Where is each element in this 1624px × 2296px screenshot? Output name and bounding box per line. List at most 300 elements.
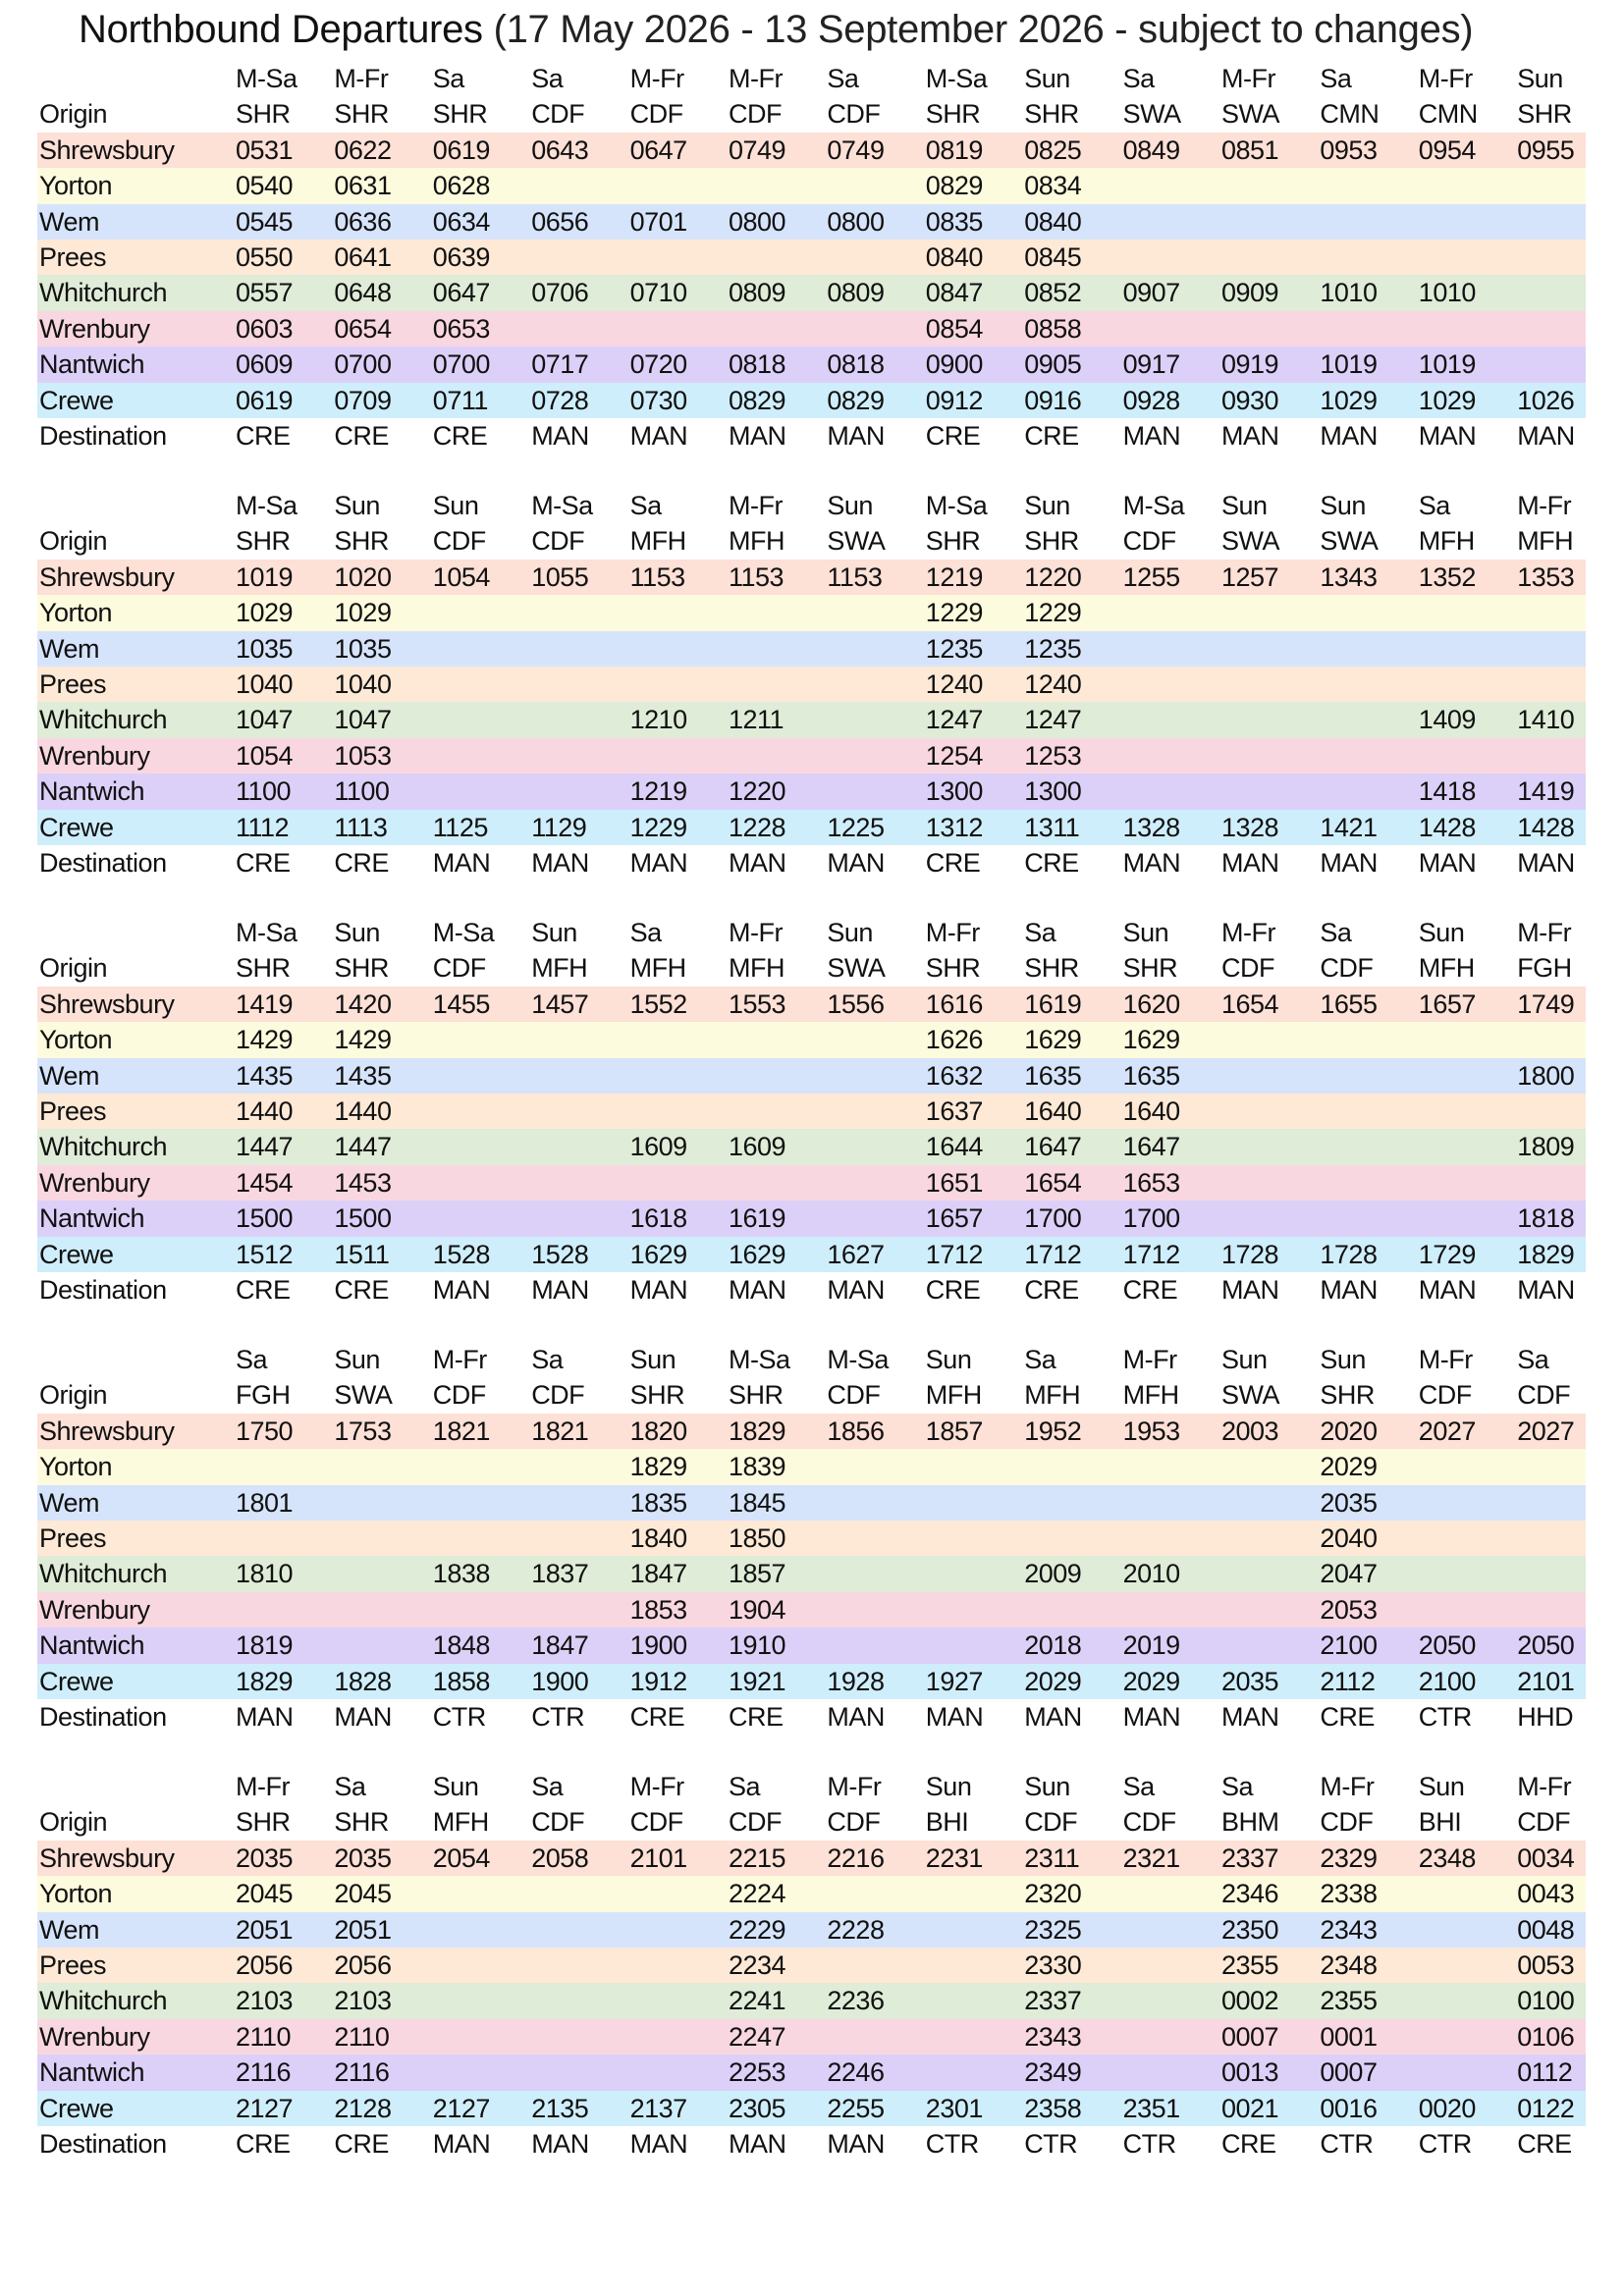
station-row-whitchurch	[37, 1556, 1586, 1591]
departure-time: 1010	[1418, 278, 1476, 308]
departure-time: 1838	[432, 1559, 490, 1589]
departure-time: 1500	[236, 1203, 294, 1234]
origin-code: SHR	[629, 1380, 685, 1411]
departure-time: 0609	[236, 349, 294, 380]
departure-time: 1247	[1024, 705, 1082, 735]
day-code: M-Sa	[1122, 491, 1185, 520]
departure-time: 0730	[629, 385, 687, 415]
departure-time: 1026	[1517, 385, 1575, 415]
destination-row	[37, 1272, 1586, 1308]
departure-time: 0654	[334, 313, 392, 344]
origin-code: SHR	[1024, 526, 1079, 557]
departure-time: 1553	[729, 988, 786, 1019]
station-name: Prees	[39, 1523, 107, 1553]
departure-time: 2329	[1320, 1842, 1378, 1873]
departure-time: 1020	[334, 561, 392, 592]
departure-time: 0851	[1221, 134, 1279, 165]
origin-code: SHR	[1517, 99, 1572, 130]
destination-code: CRE	[432, 421, 488, 451]
departure-time: 1253	[1024, 740, 1082, 771]
departure-time: 1528	[432, 1239, 490, 1269]
departure-time: 0100	[1517, 1986, 1575, 2016]
destination-code: MAN	[531, 2129, 589, 2159]
departure-time: 1240	[1024, 669, 1082, 699]
day-code: Sun	[1517, 64, 1563, 93]
departure-time: 1511	[334, 1239, 390, 1269]
departure-time: 0648	[334, 278, 392, 308]
destination-code: MAN	[827, 421, 885, 451]
destination-code: CRE	[236, 421, 291, 451]
departure-time: 1257	[1221, 561, 1279, 592]
days-row	[37, 1342, 1586, 1377]
departure-time: 0900	[925, 349, 983, 380]
day-code: M-Sa	[925, 64, 988, 93]
origin-code: CDF	[629, 99, 683, 130]
departure-time: 2301	[925, 2093, 983, 2123]
station-name: Wem	[39, 1060, 100, 1091]
departure-time: 0643	[531, 134, 589, 165]
departure-time: 1300	[1024, 776, 1082, 807]
departure-time: 2110	[236, 2021, 292, 2052]
departure-time: 2035	[1221, 1666, 1279, 1696]
departure-time: 1500	[334, 1203, 392, 1234]
departure-time: 2020	[1320, 1415, 1378, 1446]
departure-time: 1821	[432, 1415, 490, 1446]
departure-time: 0818	[827, 349, 885, 380]
origin-code: MFH	[432, 1807, 489, 1838]
station-row-yorton	[37, 595, 1586, 630]
station-name: Wem	[39, 1914, 100, 1945]
departure-time: 2053	[1320, 1594, 1378, 1625]
departure-time: 1900	[629, 1630, 687, 1661]
departure-time: 0647	[629, 134, 687, 165]
departure-time: 0930	[1221, 385, 1279, 415]
station-row-whitchurch	[37, 1129, 1586, 1164]
station-row-yorton	[37, 1876, 1586, 1911]
departure-time: 0013	[1221, 2057, 1279, 2088]
day-code: Sa	[1517, 1345, 1549, 1374]
station-name: Whitchurch	[39, 278, 168, 308]
departure-time: 1858	[432, 1666, 490, 1696]
departure-time: 1125	[432, 812, 488, 842]
day-code: M-Fr	[1517, 918, 1572, 947]
origin-code: CDF	[1122, 526, 1176, 557]
departure-time: 1328	[1122, 812, 1180, 842]
departure-time: 1556	[827, 988, 885, 1019]
departure-time: 1629	[1024, 1025, 1082, 1055]
departure-time: 2035	[236, 1842, 294, 1873]
departure-time: 0020	[1418, 2093, 1476, 2123]
origin-code: CDF	[432, 953, 486, 984]
origin-code: SHR	[1024, 99, 1079, 130]
origin-code: SWA	[1221, 1380, 1279, 1411]
departure-time: 1856	[827, 1415, 885, 1446]
station-row-wrenbury	[37, 2019, 1586, 2055]
destination-row	[37, 2126, 1586, 2162]
destination-code: CTR	[1024, 2129, 1078, 2159]
station-row-shrewsbury	[37, 987, 1586, 1022]
day-code: Sa	[1320, 64, 1352, 93]
origin-row	[37, 1804, 1586, 1840]
day-code: Sa	[531, 1345, 564, 1374]
departure-time: 2338	[1320, 1879, 1378, 1909]
departure-time: 2040	[1320, 1523, 1378, 1553]
station-row-prees	[37, 667, 1586, 702]
departure-time: 1635	[1024, 1060, 1082, 1091]
departure-time: 2337	[1024, 1986, 1082, 2016]
day-code: Sun	[1418, 1772, 1465, 1801]
departure-time: 1210	[629, 705, 687, 735]
destination-code: MAN	[1517, 1275, 1575, 1305]
station-name: Wrenbury	[39, 313, 150, 344]
station-name: Crewe	[39, 2093, 114, 2123]
departure-time: 1019	[1320, 349, 1378, 380]
departure-time: 0603	[236, 313, 294, 344]
station-row-prees	[37, 1521, 1586, 1556]
departure-time: 1818	[1517, 1203, 1575, 1234]
day-code: Sa	[1024, 1345, 1056, 1374]
departure-time: 1435	[334, 1060, 392, 1091]
origin-code: CDF	[1517, 1380, 1571, 1411]
station-row-nantwich	[37, 1201, 1586, 1236]
departure-time: 1728	[1320, 1239, 1378, 1269]
departure-time: 1440	[334, 1096, 392, 1126]
departure-time: 1619	[729, 1203, 786, 1234]
station-row-nantwich	[37, 774, 1586, 809]
destination-code: CRE	[334, 848, 389, 878]
departure-time: 2351	[1122, 2093, 1180, 2123]
origin-label: Origin	[39, 526, 108, 557]
station-name: Shrewsbury	[39, 561, 175, 592]
destination-code: MAN	[531, 848, 589, 878]
departure-time: 2116	[236, 2057, 292, 2088]
day-code: Sa	[1122, 64, 1155, 93]
departure-time: 2103	[334, 1986, 392, 2016]
departure-time: 0021	[1221, 2093, 1279, 2123]
day-code: M-Fr	[729, 491, 783, 520]
station-name: Crewe	[39, 812, 114, 842]
departure-time: 1040	[236, 669, 294, 699]
station-name: Crewe	[39, 1666, 114, 1696]
destination-code: MAN	[1221, 1275, 1279, 1305]
departure-time: 1112	[236, 812, 290, 842]
destination-code: MAN	[827, 2129, 885, 2159]
station-name: Crewe	[39, 1239, 114, 1269]
departure-time: 1700	[1122, 1203, 1180, 1234]
departure-time: 1835	[629, 1487, 687, 1518]
destination-code: CTR	[531, 1702, 585, 1732]
day-code: M-Fr	[729, 64, 783, 93]
origin-code: SHR	[236, 953, 291, 984]
departure-time: 2137	[629, 2093, 687, 2123]
departure-time: 2348	[1320, 1950, 1378, 1980]
departure-time: 2009	[1024, 1559, 1082, 1589]
departure-time: 2029	[1122, 1666, 1180, 1696]
destination-code: CRE	[925, 421, 981, 451]
destination-code: MAN	[531, 421, 589, 451]
destination-code: MAN	[1221, 421, 1279, 451]
origin-code: SWA	[827, 953, 886, 984]
station-row-crewe	[37, 1664, 1586, 1699]
departure-time: 1219	[629, 776, 687, 807]
departure-time: 0829	[925, 171, 983, 201]
departure-time: 1626	[925, 1025, 983, 1055]
day-code: M-Fr	[729, 918, 783, 947]
origin-code: SHR	[1320, 1380, 1375, 1411]
day-code: M-Sa	[236, 64, 298, 93]
station-row-yorton	[37, 168, 1586, 203]
departure-time: 1651	[925, 1167, 983, 1198]
origin-code: SHR	[334, 953, 389, 984]
station-row-yorton	[37, 1449, 1586, 1484]
station-row-nantwich	[37, 347, 1586, 382]
departure-time: 1819	[236, 1630, 294, 1661]
departure-time: 1454	[236, 1167, 294, 1198]
origin-label: Origin	[39, 953, 108, 984]
destination-code: MAN	[1418, 848, 1477, 878]
days-row	[37, 61, 1586, 96]
departure-time: 2346	[1221, 1879, 1279, 1909]
station-name: Shrewsbury	[39, 1415, 175, 1446]
departure-time: 2027	[1418, 1415, 1476, 1446]
station-row-shrewsbury	[37, 1841, 1586, 1876]
station-name: Yorton	[39, 1025, 113, 1055]
departure-time: 0634	[432, 206, 490, 237]
departure-time: 2050	[1517, 1630, 1575, 1661]
day-code: M-Sa	[236, 918, 298, 947]
departure-time: 2127	[236, 2093, 294, 2123]
destination-code: CRE	[236, 2129, 291, 2159]
destination-code: CRE	[925, 1275, 981, 1305]
origin-code: CDF	[1320, 1807, 1374, 1838]
station-name: Whitchurch	[39, 1986, 168, 2016]
timetable-block	[0, 915, 1624, 1308]
departure-time: 1655	[1320, 988, 1378, 1019]
day-code: M-Fr	[334, 64, 389, 93]
day-code: Sun	[1122, 918, 1169, 947]
station-row-shrewsbury	[37, 560, 1586, 595]
station-name: Whitchurch	[39, 705, 168, 735]
departure-time: 1810	[236, 1559, 294, 1589]
departure-time: 0043	[1517, 1879, 1575, 1909]
origin-code: SHR	[334, 99, 389, 130]
origin-row	[37, 1377, 1586, 1413]
departure-time: 0845	[1024, 242, 1082, 272]
departure-time: 1712	[1122, 1239, 1180, 1269]
departure-time: 0700	[334, 349, 392, 380]
station-name: Prees	[39, 1096, 107, 1126]
origin-code: CDF	[1320, 953, 1374, 984]
departure-time: 0852	[1024, 278, 1082, 308]
departure-time: 2056	[334, 1950, 392, 1980]
departure-time: 1225	[827, 812, 885, 842]
departure-time: 1029	[236, 598, 294, 628]
origin-code: SHR	[1122, 953, 1178, 984]
station-name: Nantwich	[39, 1203, 145, 1234]
destination-code: MAN	[729, 2129, 786, 2159]
departure-time: 1644	[925, 1132, 983, 1162]
destination-code: MAN	[1418, 421, 1477, 451]
departure-time: 0728	[531, 385, 589, 415]
origin-code: CDF	[432, 526, 486, 557]
destination-code: MAN	[432, 1275, 491, 1305]
departure-time: 0840	[1024, 206, 1082, 237]
origin-code: BHI	[1418, 1807, 1462, 1838]
departure-time: 1255	[1122, 561, 1180, 592]
departure-time: 1453	[334, 1167, 392, 1198]
departure-time: 1928	[827, 1666, 885, 1696]
timetable-block	[0, 488, 1624, 881]
departure-time: 0829	[729, 385, 786, 415]
departure-time: 1847	[531, 1630, 589, 1661]
destination-code: MAN	[1517, 421, 1575, 451]
origin-code: CMN	[1418, 99, 1478, 130]
station-name: Nantwich	[39, 776, 145, 807]
station-name: Wrenbury	[39, 2021, 150, 2052]
origin-code: SHR	[334, 1807, 389, 1838]
departure-time: 2110	[334, 2021, 390, 2052]
day-code: M-Fr	[1122, 1345, 1177, 1374]
station-row-prees	[37, 240, 1586, 275]
departure-time: 1440	[236, 1096, 294, 1126]
day-code: M-Sa	[925, 491, 988, 520]
departure-time: 1657	[925, 1203, 983, 1234]
station-row-whitchurch	[37, 702, 1586, 737]
station-name: Wem	[39, 633, 100, 664]
timetable-block	[0, 61, 1624, 454]
day-code: M-Fr	[629, 64, 684, 93]
day-code: M-Sa	[432, 918, 495, 947]
departure-time: 0954	[1418, 134, 1476, 165]
departure-time: 0858	[1024, 313, 1082, 344]
departure-time: 2100	[1418, 1666, 1476, 1696]
departure-time: 2234	[729, 1950, 786, 1980]
departure-time: 1447	[236, 1132, 294, 1162]
station-name: Shrewsbury	[39, 1842, 175, 1873]
origin-code: SWA	[1221, 526, 1279, 557]
days-row	[37, 1769, 1586, 1804]
departure-time: 0619	[236, 385, 294, 415]
departure-time: 0847	[925, 278, 983, 308]
origin-code: SHR	[1024, 953, 1079, 984]
departure-time: 0834	[1024, 171, 1082, 201]
departure-time: 0628	[432, 171, 490, 201]
departure-time: 1455	[432, 988, 490, 1019]
departure-time: 1800	[1517, 1060, 1575, 1091]
destination-code: MAN	[629, 848, 688, 878]
departure-time: 0825	[1024, 134, 1082, 165]
origin-code: SWA	[1221, 99, 1279, 130]
departure-time: 1627	[827, 1239, 885, 1269]
departure-time: 2216	[827, 1842, 885, 1873]
departure-time: 1035	[236, 633, 294, 664]
destination-code: CTR	[1320, 2129, 1374, 2159]
origin-code: SHR	[236, 1807, 291, 1838]
destination-label: Destination	[39, 1275, 167, 1305]
departure-time: 1429	[334, 1025, 392, 1055]
departure-time: 1952	[1024, 1415, 1082, 1446]
station-name: Shrewsbury	[39, 134, 175, 165]
departure-time: 1240	[925, 669, 983, 699]
departure-time: 2358	[1024, 2093, 1082, 2123]
departure-time: 1211	[729, 705, 785, 735]
origin-code: CDF	[1024, 1807, 1078, 1838]
departure-time: 2348	[1418, 1842, 1476, 1873]
departure-time: 1254	[925, 740, 983, 771]
origin-row	[37, 523, 1586, 559]
departure-time: 0619	[432, 134, 490, 165]
station-name: Crewe	[39, 385, 114, 415]
page-title	[79, 4, 1473, 55]
departure-time: 0928	[1122, 385, 1180, 415]
station-row-whitchurch	[37, 275, 1586, 310]
departure-time: 2355	[1221, 1950, 1279, 1980]
station-name: Whitchurch	[39, 1132, 168, 1162]
day-code: Sun	[432, 491, 479, 520]
departure-time: 1311	[1024, 812, 1080, 842]
station-name: Prees	[39, 242, 107, 272]
day-code: Sa	[629, 918, 662, 947]
departure-time: 2224	[729, 1879, 786, 1909]
departure-time: 2035	[1320, 1487, 1378, 1518]
day-code: Sun	[925, 1345, 972, 1374]
departure-time: 0701	[629, 206, 687, 237]
departure-time: 1229	[925, 598, 983, 628]
origin-code: MFH	[1418, 526, 1475, 557]
departure-time: 0007	[1221, 2021, 1279, 2052]
day-code: Sun	[1320, 491, 1366, 520]
departure-time: 1528	[531, 1239, 589, 1269]
departure-time: 1653	[1122, 1167, 1180, 1198]
departure-time: 0007	[1320, 2057, 1378, 2088]
departure-time: 2350	[1221, 1914, 1279, 1945]
day-code: M-Fr	[925, 918, 980, 947]
day-code: Sa	[334, 1772, 366, 1801]
destination-code: CRE	[334, 1275, 389, 1305]
departure-time: 1635	[1122, 1060, 1180, 1091]
departure-time: 2321	[1122, 1842, 1180, 1873]
destination-code: MAN	[827, 848, 885, 878]
origin-code: MFH	[729, 953, 785, 984]
departure-time: 0809	[827, 278, 885, 308]
departure-time: 1904	[729, 1594, 786, 1625]
departure-time: 1647	[1024, 1132, 1082, 1162]
departure-time: 2305	[729, 2093, 786, 2123]
departure-time: 1100	[334, 776, 390, 807]
destination-code: MAN	[432, 2129, 491, 2159]
departure-time: 1300	[925, 776, 983, 807]
origin-code: SWA	[1320, 526, 1379, 557]
destination-label: Destination	[39, 1702, 167, 1732]
day-code: Sa	[1418, 491, 1450, 520]
departure-time: 2050	[1418, 1630, 1476, 1661]
departure-time: 1457	[531, 988, 589, 1019]
departure-time: 2019	[1122, 1630, 1180, 1661]
destination-code: CRE	[334, 421, 389, 451]
departure-time: 0048	[1517, 1914, 1575, 1945]
departure-time: 1700	[1024, 1203, 1082, 1234]
departure-time: 0749	[827, 134, 885, 165]
destination-label: Destination	[39, 2129, 167, 2159]
departure-time: 1153	[729, 561, 785, 592]
departure-time: 1447	[334, 1132, 392, 1162]
days-row	[37, 488, 1586, 523]
destination-code: MAN	[729, 848, 786, 878]
departure-time: 1228	[729, 812, 786, 842]
departure-time: 0700	[432, 349, 490, 380]
departure-time: 1055	[531, 561, 589, 592]
day-code: M-Fr	[827, 1772, 882, 1801]
